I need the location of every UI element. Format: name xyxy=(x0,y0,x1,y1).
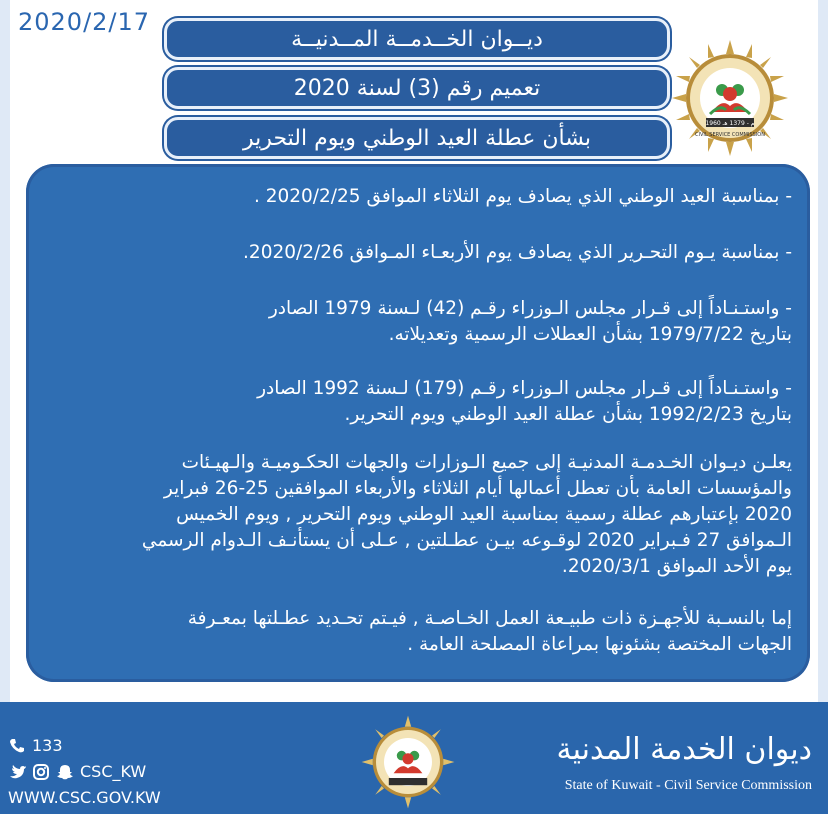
para-decree-42-line2: بتاريخ 1979/7/22 بشأن العطلات الرسمية وتعديلاته. xyxy=(388,324,792,345)
para-announcement-line4: الـموافق 27 فـبراير 2020 لوقـوعه بيـن عطـلتين , عـلى أن يستأنـف الـدوام الرسمي xyxy=(141,530,792,551)
para-special-entities-line2: الجهات المختصة بشئونها بمراعاة المصلحة العامة . xyxy=(407,634,792,655)
footer-org-arabic: ديوان الخدمة المدنية xyxy=(556,732,812,767)
phone-icon xyxy=(8,737,26,755)
twitter-icon[interactable] xyxy=(8,763,26,781)
para-decree-42-line1: - واستـنـاداً إلى قـرار مجلس الـوزراء رقـم (42) لـسنة 1979 الصادر xyxy=(268,298,792,319)
header-circular-number: تعميم رقم (3) لسنة 2020 xyxy=(164,67,670,109)
para-national-day: - بمناسبة العيد الوطني الذي يصادف يوم الثلاثاء الموافق 2020/2/25 . xyxy=(253,186,792,207)
para-announcement-line5: يوم الأحد الموافق 2020/3/1. xyxy=(561,556,792,577)
para-special-entities-line1: إما بالنسـبة للأجهـزة ذات طبيـعة العمل الخـاصـة , فيـتم تحـديد عطـلتها بمعـرفة xyxy=(187,608,792,629)
para-decree-179-line1: - واستـنـاداً إلى قـرار مجلس الـوزراء رقـم (179) لـسنة 1992 الصادر xyxy=(257,378,792,399)
circular-body xyxy=(26,164,810,682)
circular-date: 2020/2/17 xyxy=(18,8,151,36)
phone-number: 133 xyxy=(32,736,63,755)
snapchat-icon[interactable] xyxy=(56,763,74,781)
website-link[interactable]: WWW.CSC.GOV.KW xyxy=(8,788,161,807)
csc-seal-logo xyxy=(670,38,790,158)
para-announcement-line1: يعلـن ديـوان الخـدمـة المدنيـة إلى جميع الـوزارات والجهات الحكـوميـة والـهيـئات xyxy=(181,452,792,473)
social-handle: CSC_KW xyxy=(80,762,147,781)
footer-phone[interactable] xyxy=(8,736,63,755)
footer-org-english: State of Kuwait - Civil Service Commission xyxy=(564,778,812,793)
footer-social[interactable] xyxy=(8,762,146,781)
para-decree-179-line2: بتاريخ 1992/2/23 بشأن عطلة العيد الوطني ويوم التحرير. xyxy=(344,404,792,425)
instagram-icon[interactable] xyxy=(32,763,50,781)
para-announcement-line2: والمؤسسات العامة بأن تعطل أعمالها أيام الثلاثاء والأربعاء الموافقين 25-26 فبراير xyxy=(163,478,792,499)
footer-bar xyxy=(0,702,828,814)
header-subject: بشأن عطلة العيد الوطني ويوم التحرير xyxy=(164,117,670,159)
para-liberation-day: - بمناسبة يـوم التحـرير الذي يصادف يوم الأربعـاء المـوافق 2020/2/26. xyxy=(243,242,792,263)
footer-seal-logo xyxy=(360,714,456,810)
seal-year-text: 1960 م - 1379 هـ xyxy=(705,120,755,127)
header-org-title: ديــوان الخــدمــة المــدنيــة xyxy=(164,18,670,60)
seal-ring-text: CIVIL SERVICE COMMISSION xyxy=(695,132,765,138)
para-announcement-line3: 2020 بإعتبارهم عطلة رسمية بمناسبة العيد الوطني ويوم التحرير , ويوم الخميس xyxy=(176,504,792,525)
footer-website[interactable] xyxy=(8,788,161,807)
